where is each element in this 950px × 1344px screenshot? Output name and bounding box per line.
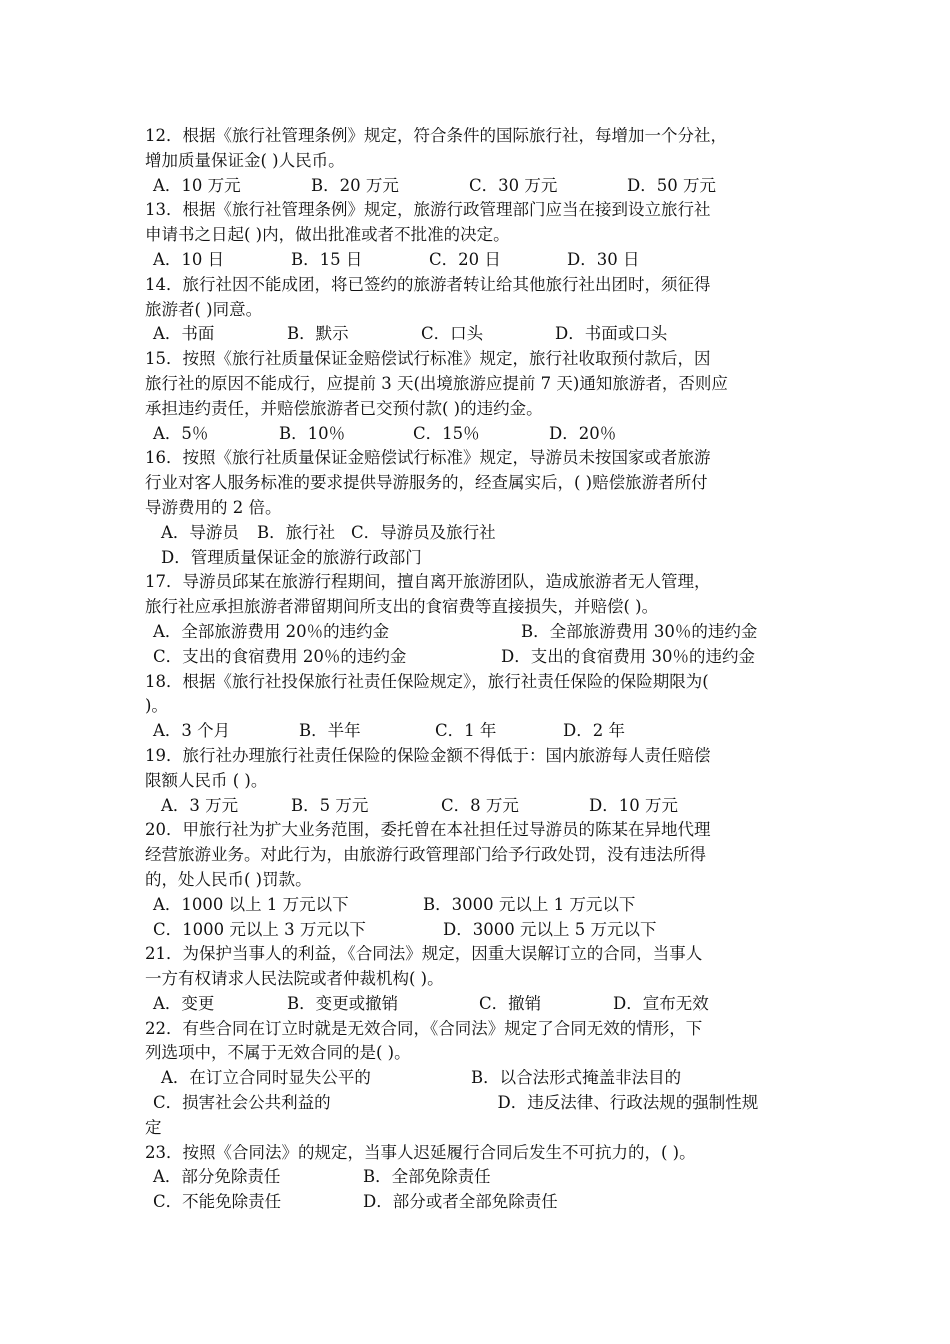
option-row: [145, 645, 807, 670]
question-text-line: )。: [145, 696, 168, 716]
answer-option: D．违反法律、行政法规的强制性规: [497, 1093, 759, 1113]
option-row: [145, 1190, 807, 1215]
answer-option: C．8 万元: [441, 795, 519, 815]
question-item: [145, 670, 807, 744]
question-text-line: 17．导游员邱某在旅游行程期间，擅自离开旅游团队，造成旅游者无人管理，: [145, 572, 711, 592]
option-row: [145, 174, 807, 199]
answer-option: C．不能免除责任: [153, 1192, 282, 1212]
question-text-line: 21．为保护当事人的利益，《合同法》规定，因重大误解订立的合同，当事人: [145, 944, 703, 964]
answer-option: C．20 日: [429, 249, 501, 269]
option-row: [145, 620, 807, 645]
option-row: [145, 719, 807, 744]
question-text-line: 19．旅行社办理旅行社责任保险的保险金额不得低于：国内旅游每人责任赔偿: [145, 745, 711, 765]
answer-option: A．书面: [153, 324, 215, 344]
question-text-line: 16．按照《旅行社质量保证金赔偿试行标准》规定，导游员未按国家或者旅游: [145, 448, 711, 468]
question-text-line: 18．根据《旅行社投保旅行社责任保险规定》，旅行社责任保险的保险期限为(: [145, 671, 709, 691]
answer-option: D．管理质量保证金的旅游行政部门: [161, 547, 422, 567]
answer-option: D．支出的食宿费用 30％的违约金: [501, 646, 755, 666]
option-row: [145, 422, 807, 447]
answer-option: C．撤销: [479, 993, 542, 1013]
question-text-line: 旅行社应承担旅游者滞留期间所支出的食宿费等直接损失，并赔偿( )。: [145, 597, 659, 617]
answer-option: B．5 万元: [291, 795, 369, 815]
question-item: [145, 942, 807, 1016]
question-item: [145, 446, 807, 570]
answer-option: A．5％: [153, 423, 209, 443]
question-text-line: 旅游者( )同意。: [145, 299, 263, 319]
answer-option: C．1000 元以上 3 万元以下: [153, 919, 366, 939]
question-text-line: 经营旅游业务。对此行为，由旅游行政管理部门给予行政处罚，没有违法所得: [145, 845, 706, 865]
question-list: [145, 124, 807, 1215]
answer-option: B．20 万元: [311, 175, 399, 195]
option-row: [145, 248, 807, 273]
option-row: [145, 1066, 807, 1091]
answer-option: A．3 个月: [153, 721, 231, 741]
answer-option: B．变更或撤销: [287, 993, 399, 1013]
answer-option: B．以合法形式掩盖非法目的: [471, 1068, 682, 1088]
option-row: [145, 794, 807, 819]
answer-option: C．支出的食宿费用 20％的违约金: [153, 646, 407, 666]
question-text-line: 23．按照《合同法》的规定，当事人迟延履行合同后发生不可抗力的，( )。: [145, 1142, 696, 1162]
answer-option: B．默示: [287, 324, 349, 344]
answer-option: D．30 日: [567, 249, 640, 269]
answer-option: A．10 万元: [153, 175, 241, 195]
answer-option: D．50 万元: [627, 175, 716, 195]
question-text-line: 行业对客人服务标准的要求提供导游服务的，经查属实后，( )赔偿旅游者所付: [145, 473, 708, 493]
answer-option: D．3000 元以上 5 万元以下: [443, 919, 657, 939]
question-item: [145, 347, 807, 446]
answer-option: C．15％: [413, 423, 480, 443]
question-text-line: 一方有权请求人民法院或者仲裁机构( )。: [145, 969, 444, 989]
option-row: [145, 992, 807, 1017]
answer-option: A．部分免除责任: [153, 1167, 281, 1187]
question-text-line: 14．旅行社因不能成团，将已签约的旅游者转让给其他旅行社出团时，须征得: [145, 274, 711, 294]
answer-option: D．宣布无效: [613, 993, 709, 1013]
question-item: [145, 744, 807, 818]
answer-option: C．口头: [421, 324, 484, 344]
question-text-line: 列选项中，不属于无效合同的是( )。: [145, 1043, 411, 1063]
option-row: [145, 1165, 807, 1190]
question-text-line: 增加质量保证金( )人民币。: [145, 150, 345, 170]
answer-option: D．2 年: [563, 721, 625, 741]
option-row: [145, 1091, 807, 1116]
question-item: [145, 1141, 807, 1215]
answer-option: B．10％: [279, 423, 346, 443]
question-text-line: 12．根据《旅行社管理条例》规定，符合条件的国际旅行社，每增加一个分社，: [145, 126, 727, 145]
answer-option: B．全部免除责任: [363, 1167, 491, 1187]
question-text-line: 20．甲旅行社为扩大业务范围，委托曾在本社担任过导游员的陈某在异地代理: [145, 820, 711, 840]
answer-option: C．1 年: [435, 721, 497, 741]
answer-option: B．15 日: [291, 249, 363, 269]
option-row: [145, 546, 807, 571]
option-row: [145, 521, 807, 546]
question-text-line: 申请书之日起( )内，做出批准或者不批准的决定。: [145, 225, 510, 245]
question-text-line: 13．根据《旅行社管理条例》规定，旅游行政管理部门应当在接到设立旅行社: [145, 200, 711, 220]
answer-option: A．变更: [153, 993, 215, 1013]
question-text-line: 承担违约责任，并赔偿旅游者已交预付款( )的违约金。: [145, 398, 543, 418]
answer-option: D．10 万元: [589, 795, 678, 815]
answer-option: A．全部旅游费用 20％的违约金: [153, 621, 390, 641]
question-text-line: 15．按照《旅行社质量保证金赔偿试行标准》规定，旅行社收取预付款后，因: [145, 349, 711, 369]
question-item: [145, 124, 807, 198]
answer-option: A．1000 以上 1 万元以下: [153, 894, 349, 914]
answer-option: B．3000 元以上 1 万元以下: [423, 894, 636, 914]
answer-option: B．全部旅游费用 30％的违约金: [521, 621, 758, 641]
question-item: [145, 198, 807, 272]
answer-option: D．部分或者全部免除责任: [363, 1192, 558, 1212]
answer-option: A．导游员: [161, 522, 239, 542]
question-text-line: 22．有些合同在订立时就是无效合同，《合同法》规定了合同无效的情形，下: [145, 1018, 703, 1038]
answer-option: C．损害社会公共利益的: [153, 1093, 331, 1113]
option-continuation-line: 定: [145, 1117, 162, 1137]
question-item: [145, 1017, 807, 1141]
question-item: [145, 570, 807, 669]
answer-option: B．半年: [299, 721, 361, 741]
question-text-line: 限额人民币 ( )。: [145, 770, 268, 790]
option-row: [145, 322, 807, 347]
answer-option: A．10 日: [153, 249, 225, 269]
option-row: [145, 918, 807, 943]
answer-option: A．3 万元: [161, 795, 239, 815]
answer-option: A．在订立合同时显失公平的: [161, 1068, 371, 1088]
option-row: [145, 893, 807, 918]
question-text-line: 的，处人民币( )罚款。: [145, 869, 312, 889]
question-item: [145, 818, 807, 942]
question-text-line: 旅行社的原因不能成行，应提前 3 天(出境旅游应提前 7 天)通知旅游者，否则应: [145, 373, 728, 393]
question-item: [145, 273, 807, 347]
answer-option: C．30 万元: [469, 175, 558, 195]
answer-option: D．书面或口头: [555, 324, 668, 344]
answer-option: D．20％: [549, 423, 617, 443]
answer-option: B．旅行社: [257, 522, 336, 542]
question-text-line: 导游费用的 2 倍。: [145, 497, 282, 517]
answer-option: C．导游员及旅行社: [351, 522, 496, 542]
